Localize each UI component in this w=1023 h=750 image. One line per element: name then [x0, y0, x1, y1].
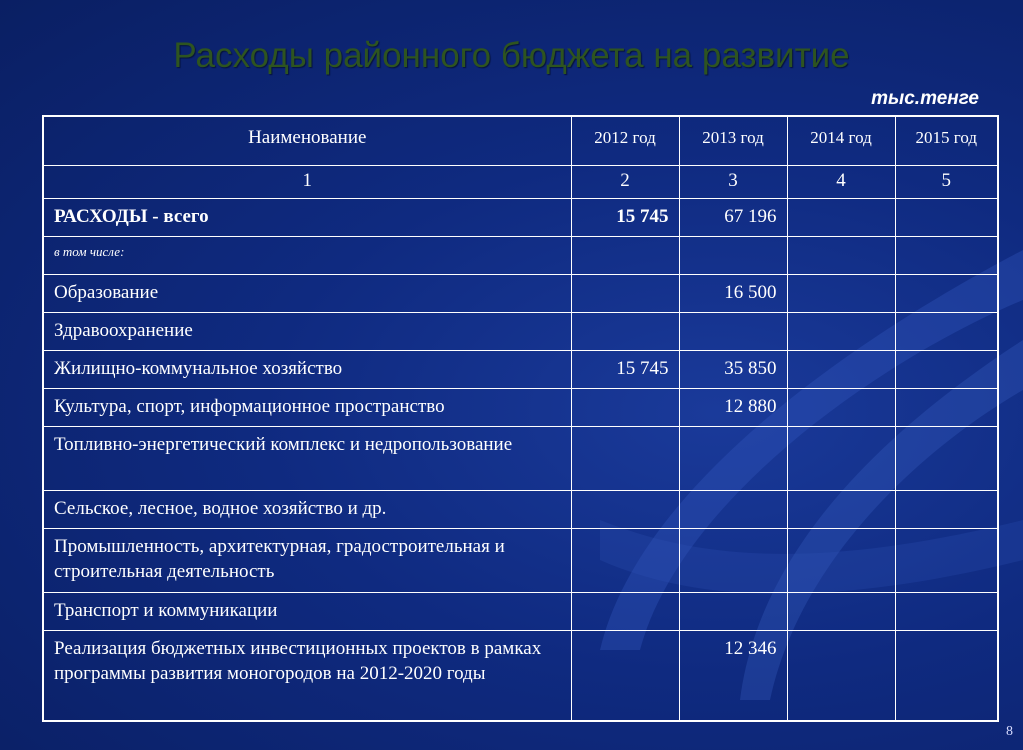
cell-2012 — [571, 389, 679, 427]
table-row — [43, 275, 998, 313]
row-name: РАСХОДЫ - всего — [43, 199, 571, 237]
cell-2015 — [895, 427, 998, 491]
row-name: Образование — [43, 275, 571, 313]
table-row — [43, 237, 998, 275]
cell-2013 — [679, 427, 787, 491]
cell-2015 — [895, 529, 998, 593]
cell-2012 — [571, 313, 679, 351]
cell-2014 — [787, 389, 895, 427]
cell-2015 — [895, 351, 998, 389]
table-row — [43, 491, 998, 529]
column-number: 1 — [43, 166, 571, 199]
cell-2013 — [679, 491, 787, 529]
cell-2013 — [679, 529, 787, 593]
cell-2015 — [895, 199, 998, 237]
row-name: Реализация бюджетных инвестиционных проектов в рамках программы развития моногородов на 2012-2020 годы — [43, 631, 571, 721]
table-row — [43, 631, 998, 721]
cell-2014 — [787, 275, 895, 313]
row-name: Топливно-энергетический комплекс и недропользование — [43, 427, 571, 491]
cell-2015 — [895, 313, 998, 351]
cell-2012: 15 745 — [571, 199, 679, 237]
table-header-row — [43, 116, 998, 166]
table-row — [43, 529, 998, 593]
cell-2012 — [571, 631, 679, 721]
cell-2012 — [571, 593, 679, 631]
cell-2012 — [571, 491, 679, 529]
cell-2013: 67 196 — [679, 199, 787, 237]
row-name: Здравоохранение — [43, 313, 571, 351]
page-number: 8 — [1006, 724, 1013, 739]
column-number: 2 — [571, 166, 679, 199]
cell-2012 — [571, 275, 679, 313]
cell-2014 — [787, 529, 895, 593]
cell-2013: 16 500 — [679, 275, 787, 313]
row-name: Культура, спорт, информационное пространство — [43, 389, 571, 427]
row-name: Сельское, лесное, водное хозяйство и др. — [43, 491, 571, 529]
slide-title: Расходы районного бюджета на развитие — [173, 36, 850, 75]
header-name: Наименование — [43, 116, 571, 166]
column-number: 3 — [679, 166, 787, 199]
header-2012: 2012 год — [571, 116, 679, 166]
header-2014: 2014 год — [787, 116, 895, 166]
cell-2013 — [679, 237, 787, 275]
cell-2012 — [571, 529, 679, 593]
cell-2012 — [571, 427, 679, 491]
table-row-total — [43, 199, 998, 237]
cell-2014 — [787, 237, 895, 275]
row-name: Жилищно-коммунальное хозяйство — [43, 351, 571, 389]
budget-table — [42, 115, 999, 722]
header-2013: 2013 год — [679, 116, 787, 166]
cell-2014 — [787, 491, 895, 529]
cell-2015 — [895, 631, 998, 721]
table-row — [43, 389, 998, 427]
table-row — [43, 313, 998, 351]
row-name: Промышленность, архитектурная, градостроительная и строительная деятельность — [43, 529, 571, 593]
unit-label: тыс.тенге — [871, 88, 979, 109]
cell-2015 — [895, 237, 998, 275]
table-row — [43, 593, 998, 631]
table-column-numbers-row — [43, 166, 998, 199]
cell-2015 — [895, 389, 998, 427]
cell-2015 — [895, 275, 998, 313]
cell-2013: 35 850 — [679, 351, 787, 389]
cell-2014 — [787, 351, 895, 389]
table-row — [43, 351, 998, 389]
cell-2015 — [895, 593, 998, 631]
column-number: 5 — [895, 166, 998, 199]
cell-2012: 15 745 — [571, 351, 679, 389]
cell-2014 — [787, 427, 895, 491]
cell-2013 — [679, 593, 787, 631]
row-name: Транспорт и коммуникации — [43, 593, 571, 631]
cell-2014 — [787, 199, 895, 237]
row-name: в том числе: — [43, 237, 571, 275]
table-row — [43, 427, 998, 491]
cell-2012 — [571, 237, 679, 275]
cell-2015 — [895, 491, 998, 529]
column-number: 4 — [787, 166, 895, 199]
header-2015: 2015 год — [895, 116, 998, 166]
cell-2013: 12 346 — [679, 631, 787, 721]
cell-2014 — [787, 313, 895, 351]
cell-2014 — [787, 593, 895, 631]
cell-2013 — [679, 313, 787, 351]
cell-2013: 12 880 — [679, 389, 787, 427]
cell-2014 — [787, 631, 895, 721]
